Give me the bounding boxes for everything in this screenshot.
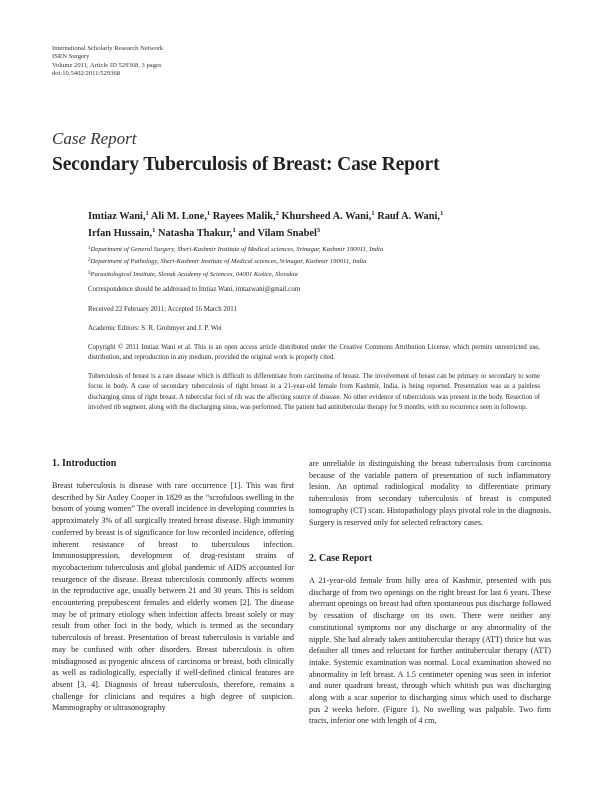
author-list [88, 207, 548, 242]
author: Rauf A. Wani,$^1$ [377, 210, 444, 222]
article-type: Case Report [52, 129, 137, 148]
received-date: Received 22 February 2011; Accepted 16 March 2011 [88, 306, 237, 313]
paper-title: Secondary Tuberculosis of Breast: Case Report [52, 154, 440, 175]
introduction-text: Breast tuberculosis is disease with rare occurrence [1]. This was first described by Sir Astley Cooper in 1829 as the “scrofulous swelling in the bosom of young women” The overall incidence in developing countries is approximately 3% of all surgically treated breast disease. High immunity conferred by breast is of significance for low recorded incidence, offering inherent resistance of breast to tuberculous infection. Immunosuppression, development of drug-resistant strains of mycobacterium tuberculosis and global pandemic of AIDS accounted for resurgence of the disease. Breast tuberculosis commonly affects women in the reproductive age, usually between 21 and 30 years. This is seldom encountering prepubescent females and elderly women [2]. The disease may be of primary etiology when infection affects breast solely or may result from other foci in the body, which is termed as the secondary tuberculosis of breast. Presentation of breast tuberculosis is variable and may be confused with other disorders. Breast tuberculosis is often misdiagnosed as pyogenic abscess of carcinoma or breast, both clinically as well as radiologically, especially if well-defined clinical features are absent [3, 4]. Diagnosis of breast tuberculosis, therefore, remains a challenge for clinicians and requires a high degree of suspicion. Mammography or ultrasonography [52, 481, 294, 713]
introduction-continued-text: are unreliable in distinguishing the breast tuberculosis from carcinoma because of the variable pattern of presentation of such inflammatory lesion. An optimal radiological modality to differentiate primary tuberculosis from secondary tuberculosis of breast is computed tomography (CT) scan. Histopathology plays pivotal role in the diagnosis. Surgery is reserved only for selected refractory cases. [309, 459, 551, 527]
author: Khursheed A. Wani,$^1$ [281, 210, 375, 222]
journal-volume: Volume 2011, Article ID 529368, 3 pages [52, 61, 162, 69]
affiliation: $^2$Department of Pathology, Sheri-Kashmir Institute of Medical sciences, Srinagar, Kashmir 190011, India [88, 258, 367, 266]
affiliation: $^3$Parasitological Institute, Slovak Academy of Sciences, 04001 Košice, Slovakia [88, 270, 298, 278]
journal-name: ISRN Surgery [52, 53, 90, 61]
introduction-heading: 1. Introduction [52, 458, 117, 469]
affiliation: $^1$Department of General Surgery, Sheri-Kashmir Institute of Medical sciences, Srinagar, Kashmir 190011, India [88, 246, 384, 253]
journal-header [52, 45, 163, 79]
author: Natasha Thakur,$^1$ [157, 227, 236, 240]
case-report-heading: 2. Case Report [309, 553, 373, 564]
author: Rayees Malik,$^2$ [212, 210, 279, 222]
journal-doi: doi:10.5402/2011/529368 [52, 70, 121, 78]
abstract: Tuberculosis of breast is a rare disease which is difficult to differentiate from carcinoma of breast. The involvement of breast can be primary or secondary to some focus in body. A case of secondary tuberculosis of right breast in a 21-year-old female from Kashmir, India, is being reported. Presentation was as a painless discharging sinus of right breast. A tubercular foci of rib was the affecting source of disease. No other evidence of tuberculosis was present in the body. Resection of involved rib segment, along with the discharging sinus, was performed. The patient had antitubercular therapy for 9 months, with no recurrence seen in followup. [88, 373, 540, 412]
academic-editors: Academic Editors: S. R. Grobmyer and J. P. Wei [88, 325, 222, 332]
correspondence: Correspondence should be addressed to Imtiaz Wani, imtazwani@gmail.com [88, 286, 301, 293]
copyright-notice: Copyright © 2011 Imtiaz Wani et al. This is an open access article distributed under the Creative Commons Attribution License, which permits unrestricted use, distribution, and reproduction in any medium, provided the original work is properly cited. [88, 344, 540, 362]
author: Irfan Hussain,$^1$ [88, 227, 156, 240]
author: Imtiaz Wani,$^1$ [88, 210, 149, 222]
case-report-text: A 21-year-old female from hilly area of Kashmir, presented with pus discharge of from two openings on the right breast for last 6 years. These aberrant openings on breast had often spontaneous pus discharge followed by cessation of discharge on its own. There were neither any constitutional symptoms nor any discharge or any abnormality of the nipple. She had already taken antitubercular therapy (ATT) thrice but was defaulter all times and reluctant for further antitubercular therapy (ATT) intake. Systemic examination was normal. Local examination showed no abnormality in left breast. A 1.5 centimeter opening was seen in inferior and outer quadrant breast, through which whitish pus was discharging along with a scar superior to discharging sinus which used to discharge pus 2 weeks before. (Figure 1). No swelling was palpable. Two firm tracts, inferior one with length of 4 cm, [309, 576, 551, 726]
journal-network: International Scholarly Research Network [52, 45, 164, 52]
affiliation-list [88, 243, 548, 280]
author: Ali M. Lone,$^1$ [150, 210, 211, 222]
author: and Vilam Snabel$^3$ [238, 227, 321, 240]
